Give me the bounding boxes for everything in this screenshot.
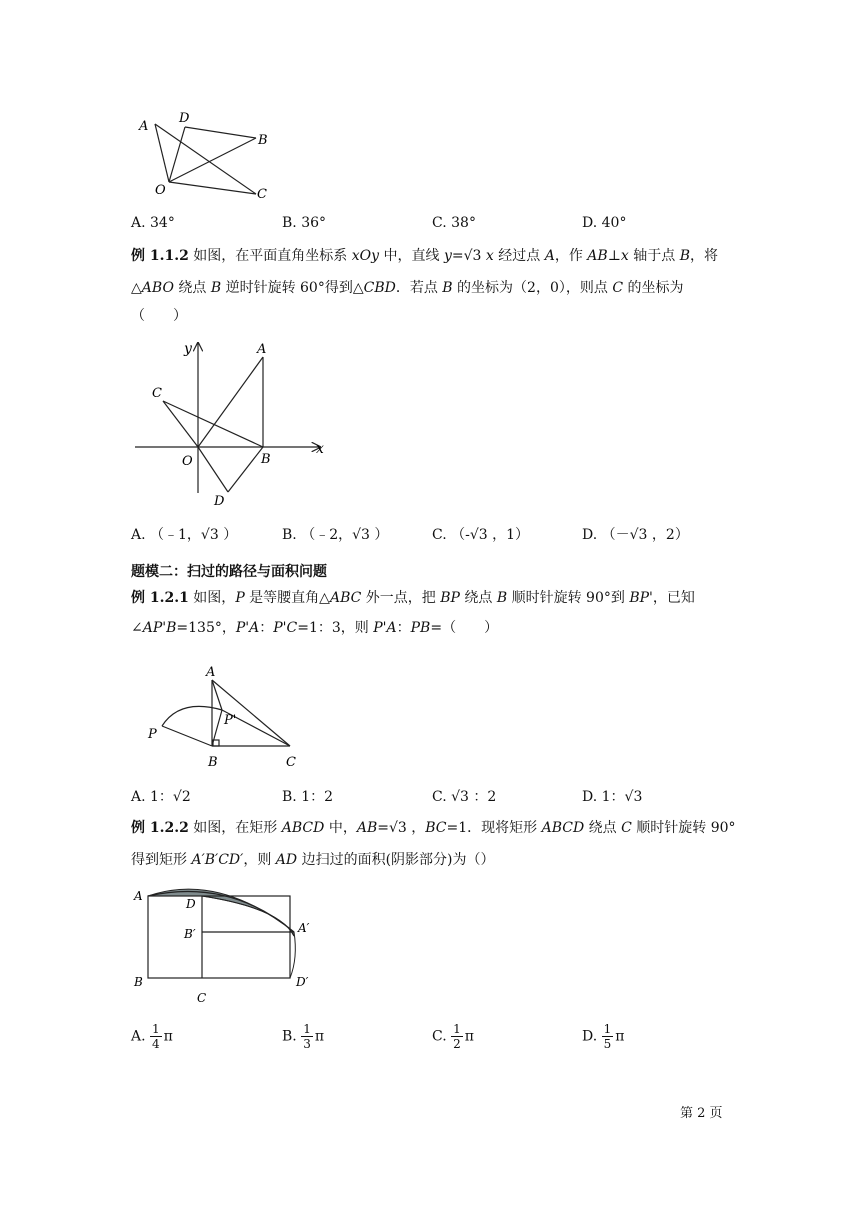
label-d: D bbox=[179, 111, 190, 126]
label-d-prime: D′ bbox=[296, 975, 309, 989]
section-title: 题模二：扫过的路径与面积问题 bbox=[131, 564, 327, 580]
label-o: O bbox=[182, 454, 193, 469]
ex112-line1: 例 1.1.2 如图，在平面直角坐标系 xOy 中，直线 y=√3 x 经过点 A，作 AB⊥x 轴于点 B，将 bbox=[131, 248, 718, 264]
ex112-line2: △ABO 绕点 B 逆时针旋转 60°得到△CBD．若点 B 的坐标为（2，0），则点 C 的坐标为 bbox=[131, 280, 684, 296]
ex112-line3: （ ） bbox=[131, 308, 187, 324]
label-p: P bbox=[148, 727, 157, 742]
ex121-line1: 例 1.2.1 如图，P 是等腰直角△ABC 外一点，把 BP 绕点 B 顺时针旋转 90°到 BP'，已知 bbox=[131, 590, 695, 606]
figure-coordinate-rotation bbox=[130, 335, 340, 515]
label-p-prime: P' bbox=[224, 713, 237, 728]
option-b: B. $\frac{1}{3}$ π bbox=[282, 1022, 325, 1051]
label-b-prime: B′ bbox=[184, 927, 196, 941]
label-c: C bbox=[152, 386, 162, 401]
option-c: C. √3 ：2 bbox=[432, 789, 497, 805]
label-c: C bbox=[257, 187, 267, 202]
label-a-prime: A′ bbox=[298, 921, 310, 935]
label-d: D bbox=[214, 494, 225, 509]
label-a: A bbox=[139, 119, 149, 134]
option-b: B. （﹣2，√3 ） bbox=[282, 527, 389, 543]
option-d: D. 40° bbox=[582, 215, 627, 231]
option-a: A. 34° bbox=[131, 215, 175, 231]
label-a: A bbox=[257, 342, 267, 357]
axis-x-label: x bbox=[316, 441, 324, 457]
label-b: B bbox=[261, 452, 271, 467]
label-b: B bbox=[258, 133, 268, 148]
label-c: C bbox=[197, 991, 207, 1005]
label-a: A bbox=[134, 889, 143, 903]
option-a: A. $\frac{1}{4}$ π bbox=[131, 1022, 173, 1051]
axis-y-label: y bbox=[184, 341, 192, 357]
option-a: A. （﹣1，√3 ） bbox=[131, 527, 238, 543]
label-c: C bbox=[286, 755, 296, 770]
figure-isosceles-rotation bbox=[140, 658, 310, 773]
option-c: C. （-√3 ，1） bbox=[432, 527, 530, 543]
ex122-line1: 例 1.2.2 如图，在矩形 ABCD 中，AB=√3 ，BC=1．现将矩形 ABCD 绕点 C 顺时针旋转 90° bbox=[131, 820, 736, 836]
figure-quadrilateral bbox=[135, 108, 275, 203]
option-b: B. 36° bbox=[282, 215, 327, 231]
label-d: D bbox=[186, 897, 196, 911]
option-d: D. （－√3 ，2） bbox=[582, 527, 689, 543]
label-o: O bbox=[155, 183, 166, 198]
option-c: C. 38° bbox=[432, 215, 476, 231]
option-b: B. 1：2 bbox=[282, 789, 334, 805]
figure-rectangle-sweep bbox=[130, 878, 330, 1008]
option-d: D. 1：√3 bbox=[582, 789, 643, 805]
ex121-line2: ∠AP'B=135°，P'A：P'C=1：3，则 P'A：PB=（ ） bbox=[131, 620, 499, 636]
option-c: C. $\frac{1}{2}$ π bbox=[432, 1022, 474, 1051]
page-number: 第 2 页 bbox=[680, 1106, 723, 1121]
option-d: D. $\frac{1}{5}$ π bbox=[582, 1022, 625, 1051]
label-b: B bbox=[134, 975, 143, 989]
label-a: A bbox=[206, 665, 216, 680]
ex122-line2: 得到矩形 A′B′CD′，则 AD 边扫过的面积(阴影部分)为（） bbox=[131, 852, 495, 868]
label-b: B bbox=[208, 755, 218, 770]
option-a: A. 1：√2 bbox=[131, 789, 191, 805]
